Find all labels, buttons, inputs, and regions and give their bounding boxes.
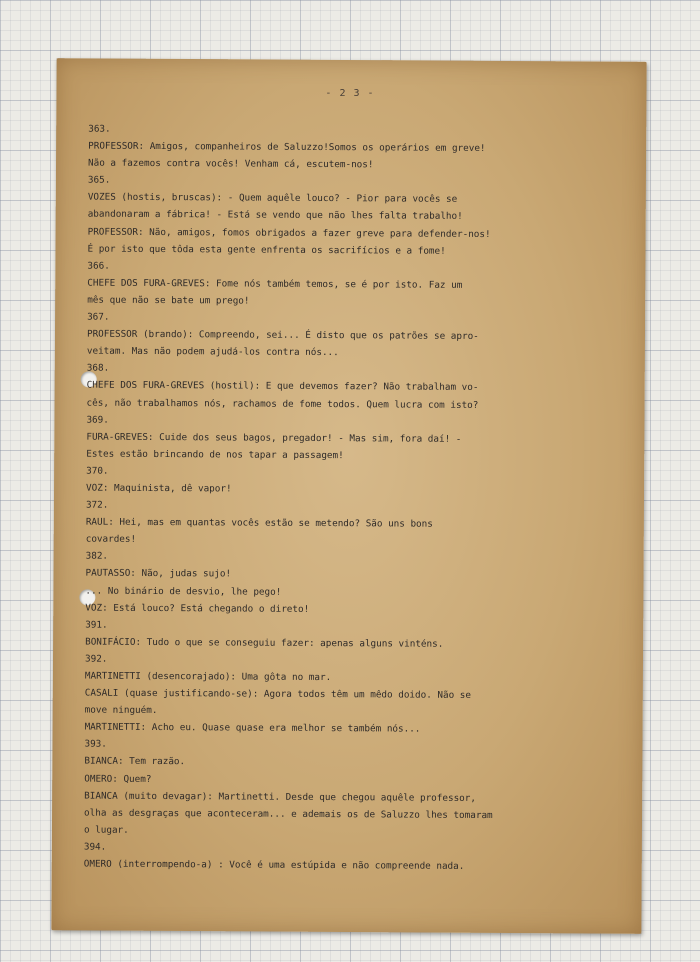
script-text [84, 121, 559, 876]
text-line: 394. [83, 841, 107, 853]
text-line: 372. [85, 499, 109, 511]
text-line: Estes estão brincando de nos tapar a passagem! [86, 448, 344, 461]
text-line: PROFESSOR: Amigos, companheiros de Saluzzo!Somos os operários em greve! [88, 140, 486, 155]
text-line: FURA-GREVES: Cuide dos seus bagos, pregador! - Mas sim, fora daí! - [86, 431, 462, 445]
text-line: 363. [88, 123, 111, 135]
text-line: É por isto que tôda esta gente enfrenta os sacrifícios e a fome! [87, 243, 446, 257]
text-line: OMERO: Quem? [84, 773, 152, 785]
text-line: 391. [85, 619, 108, 631]
text-line: 368. [86, 362, 110, 375]
text-line: abandonaram a fábrica! - Está se vendo que não lhes falta trabalho! [87, 209, 463, 223]
text-line: 367. [87, 311, 110, 323]
text-line: CASALI (quase justificando-se): Agora todos têm um mêdo doido. Não se [84, 687, 472, 702]
text-line: mês que não se bate um prego! [87, 294, 250, 307]
text-line: move ninguém. [84, 704, 158, 717]
text-line: PROFESSOR (brando): Compreendo, sei... É disto que os patrões se apro- [86, 328, 479, 343]
text-line: CHEFE DOS FURA-GREVES (hostil): E que devemos fazer? Não trabalham vo- [86, 379, 479, 394]
text-line: 392. [84, 653, 108, 665]
text-line: OMERO (interrompendo-a) : Você é uma estúpida e não compreende nada. [83, 858, 465, 872]
text-line: VOZ: Maquinista, dê vapor! [86, 482, 232, 495]
text-line: BONIFÁCIO: Tudo o que se conseguiu fazer: apenas alguns vinténs. [85, 636, 444, 650]
text-line: MARTINETTI: Acho eu. Quase quase era melhor se também nós... [84, 721, 421, 735]
text-line: MARTINETTI (desencorajado): Uma gôta no mar. [84, 670, 332, 684]
text-line: 365. [87, 174, 111, 186]
text-line: ... No binário de desvio, lhe pego! [85, 585, 282, 598]
text-line: PROFESSOR: Não, amigos, fomos obrigados a fazer greve para defender-nos! [87, 226, 491, 240]
text-line: BIANCA: Tem razão. [84, 756, 186, 768]
page-number: - 2 3 - [325, 88, 375, 99]
text-line: o lugar. [83, 824, 129, 836]
text-line: Não a fazemos contra vocês! Venham cá, escutem-nos! [88, 157, 374, 171]
text-line: 393. [84, 738, 107, 751]
text-line: VOZES (hostis, bruscas): - Quem aquêle louco? - Pior para vocês se [87, 191, 458, 206]
text-line: covardes! [85, 533, 137, 546]
text-line: cês, não trabalhamos nós, rachamos de fome todos. Quem lucra com isto? [86, 397, 479, 411]
text-line: VOZ: Está louco? Está chegando o direto! [85, 602, 310, 615]
text-line: 366. [87, 260, 110, 272]
text-line: 369. [86, 414, 109, 426]
text-line: olha as desgraças que aconteceram... e ademais os de Saluzzo lhes tomaram [84, 807, 493, 821]
text-line: 382. [85, 550, 109, 563]
text-line: CHEFE DOS FURA-GREVES: Fome nós também temos, se é por isto. Faz um [87, 277, 463, 291]
text-line: veitam. Mas não podem ajudá-los contra nós... [86, 345, 339, 359]
text-line: 370. [86, 465, 109, 477]
text-line: BIANCA (muito devagar): Martinetti. Desde que chegou aquêle professor, [84, 790, 477, 804]
text-line: PAUTASSO: Não, judas sujo! [85, 568, 232, 580]
text-line: RAUL: Hei, mas em quantas vocês estão se metendo? São uns bons [85, 516, 433, 530]
